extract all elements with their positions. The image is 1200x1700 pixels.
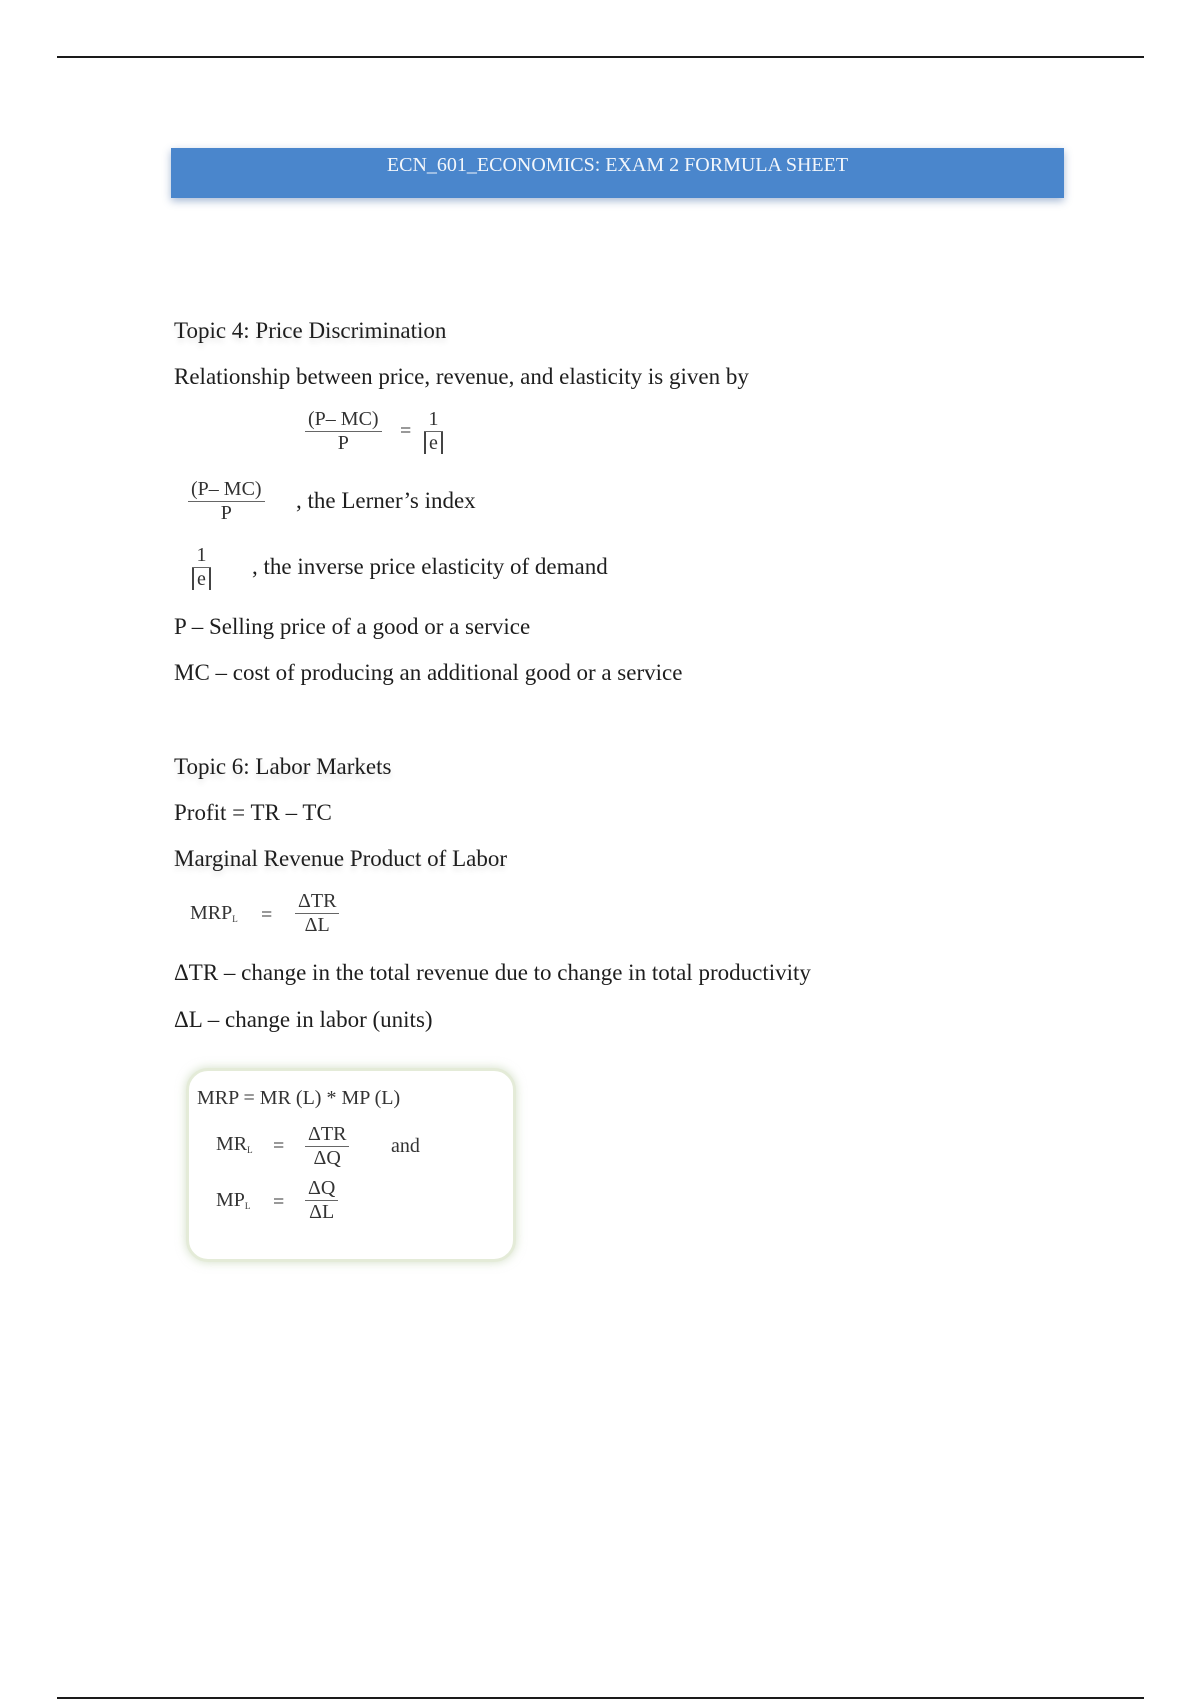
eq-rhs-numerator: 1 xyxy=(428,408,439,430)
mp-lhs xyxy=(216,1189,250,1212)
mr-lhs xyxy=(216,1133,253,1156)
lerner-numerator: (P– MC) xyxy=(191,478,262,500)
eq-equals: = xyxy=(400,420,412,442)
topic4-intro: Relationship between price, revenue, and elasticity is given by xyxy=(174,364,749,389)
inverse-fraction xyxy=(192,544,211,590)
eq-numerator: (P– MC) xyxy=(308,408,379,430)
eq-rhs-denominator: e xyxy=(424,432,443,454)
mrp-heading: Marginal Revenue Product of Labor xyxy=(174,846,507,871)
mr-denominator: ΔQ xyxy=(313,1147,341,1169)
mrp-product-formula: MRP = MR (L) * MP (L) xyxy=(197,1087,401,1109)
def-delta-l: ΔL – change in labor (units) xyxy=(174,1007,433,1032)
mrp-equals: = xyxy=(261,904,273,926)
mp-subscript: L xyxy=(244,1201,251,1211)
top-rule xyxy=(57,56,1144,58)
mr-and: and xyxy=(391,1135,420,1157)
title-banner xyxy=(171,148,1064,198)
mrp-label: MRP xyxy=(190,902,233,924)
mp-fraction xyxy=(305,1177,338,1224)
lerner-text: , the Lerner’s index xyxy=(296,488,476,513)
inverse-numerator: 1 xyxy=(196,544,207,566)
profit-formula: Profit = TR – TC xyxy=(174,800,332,825)
mr-equals: = xyxy=(273,1135,285,1157)
mrp-subscript: L xyxy=(232,914,238,924)
topic6-heading: Topic 6: Labor Markets xyxy=(174,754,392,779)
mrp-lhs xyxy=(190,902,238,925)
mr-fraction xyxy=(305,1123,349,1170)
mp-equals: = xyxy=(273,1191,285,1213)
mrp-denominator: ΔL xyxy=(304,914,330,936)
main-equation-rhs xyxy=(424,408,443,454)
topic4-heading: Topic 4: Price Discrimination xyxy=(174,318,447,343)
mr-label: MR xyxy=(216,1133,248,1155)
mr-subscript: L xyxy=(247,1145,253,1155)
lerner-denominator: P xyxy=(220,502,232,524)
bottom-rule xyxy=(57,1697,1144,1699)
page-title: ECN_601_ECONOMICS: EXAM 2 FORMULA SHEET xyxy=(386,154,849,176)
inverse-denominator: e xyxy=(192,568,211,590)
mrp-numerator: ΔTR xyxy=(298,890,337,912)
mrp-decomposition-box xyxy=(186,1068,516,1262)
inverse-text: , the inverse price elasticity of demand xyxy=(252,554,608,579)
def-delta-tr: ΔTR – change in the total revenue due to change in total productivity xyxy=(174,960,811,985)
def-mc: MC – cost of producing an additional good or a service xyxy=(174,660,683,685)
def-p: P – Selling price of a good or a service xyxy=(174,614,531,639)
mp-denominator: ΔL xyxy=(309,1201,335,1223)
main-equation-lhs xyxy=(305,408,382,455)
mp-numerator: ΔQ xyxy=(308,1177,336,1199)
mr-numerator: ΔTR xyxy=(308,1123,347,1145)
eq-denominator: P xyxy=(337,432,349,454)
mp-label: MP xyxy=(216,1189,245,1211)
mrp-fraction xyxy=(295,890,339,937)
lerner-fraction xyxy=(188,478,265,525)
